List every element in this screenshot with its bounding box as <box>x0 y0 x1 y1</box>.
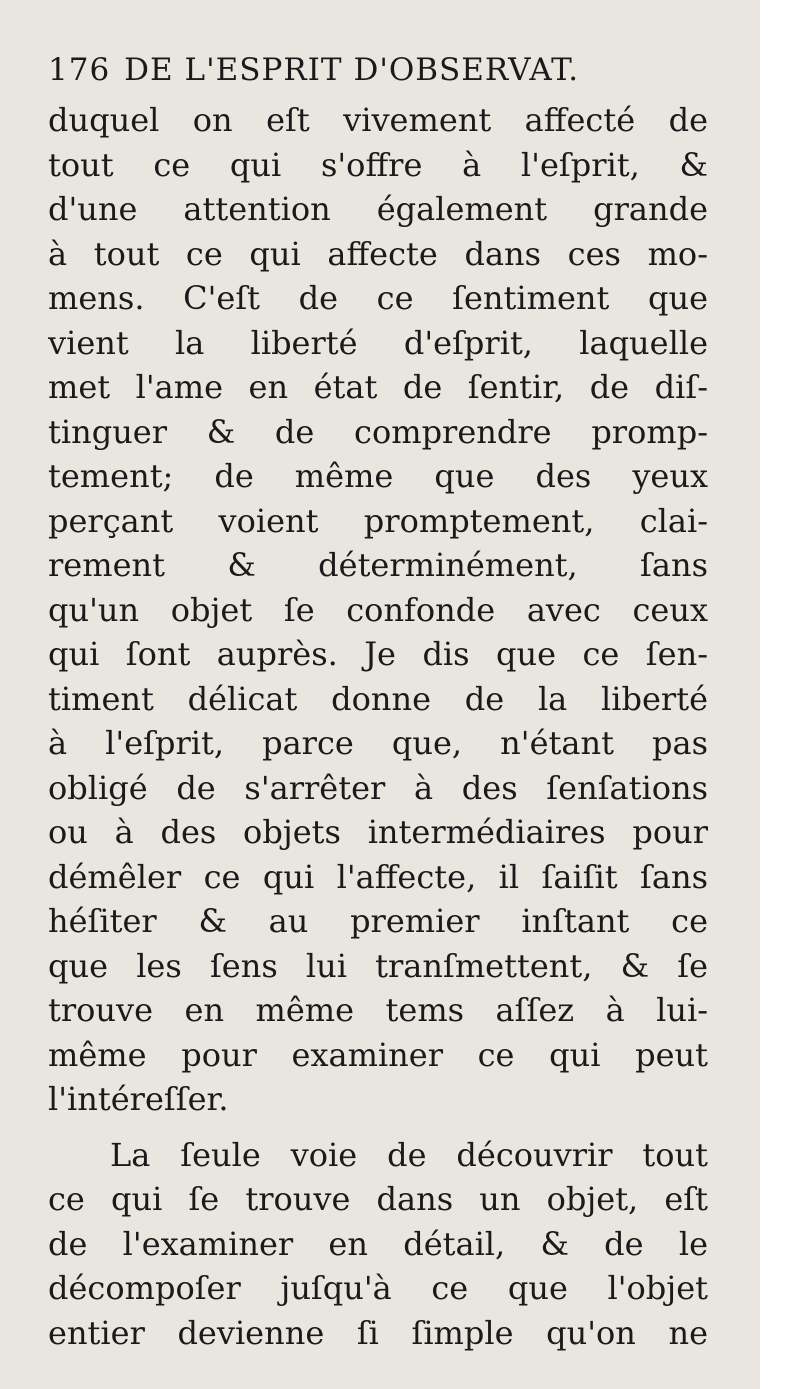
text-line: qui ſont auprès. Je dis que ce ſen- <box>48 635 708 673</box>
text-line: vient la liberté d'eſprit, laquelle <box>48 323 708 362</box>
paragraph <box>48 1133 708 1356</box>
text-line: mens. C'eſt de ce ſentiment que <box>48 279 708 317</box>
text-line: que les ſens lui tranſmettent, & ſe <box>48 946 708 985</box>
text-line: héſiter & au premier inſtant ce <box>48 902 708 940</box>
text-line: obligé de s'arrêter à des ſenſations <box>48 768 708 807</box>
text-line: met l'ame en état de ſentir, de diſ- <box>48 368 708 406</box>
text-line: timent délicat donne de la liberté <box>48 679 708 718</box>
text-line: La ſeule voie de découvrir tout <box>110 1135 708 1174</box>
text-line: d'une attention également grande <box>48 190 708 228</box>
text-line: même pour examiner ce qui peut <box>48 1035 708 1074</box>
text-line: démêler ce qui l'affecte, il ſaiſit ſans <box>48 857 708 896</box>
text-line: tinguer & de comprendre promp- <box>48 412 708 451</box>
text-line: trouve en même tems aſſez à lui- <box>48 991 708 1029</box>
text-line: qu'un objet ſe confonde avec ceux <box>48 590 708 629</box>
text-line: duquel on eſt vivement affecté de <box>48 101 708 139</box>
text-line: à tout ce qui affecte dans ces mo- <box>48 234 708 273</box>
paragraph <box>48 98 708 1122</box>
text-line: décompoſer juſqu'à ce que l'objet <box>48 1269 708 1307</box>
paragraph-gap <box>48 1122 708 1133</box>
text-line: l'intéreſſer. <box>48 1080 229 1118</box>
text-line: ce qui ſe trouve dans un objet, eſt <box>48 1180 708 1218</box>
text-line: de l'examiner en détail, & de le <box>48 1224 708 1263</box>
running-title: DE L'ESPRIT D'OBSERVAT. <box>124 52 580 88</box>
page-edge <box>760 0 780 1389</box>
text-line: tout ce qui s'offre à l'eſprit, & <box>48 145 708 184</box>
running-head <box>48 52 748 88</box>
page-number: 176 <box>48 52 111 88</box>
text-line: à l'eſprit, parce que, n'étant pas <box>48 724 708 762</box>
text-line: entier devienne ſi ſimple qu'on ne <box>48 1313 708 1352</box>
text-line: rement & déterminément, ſans <box>48 546 708 584</box>
text-line: tement; de même que des yeux <box>48 457 708 495</box>
text-line: perçant voient promptement, clai- <box>48 501 708 540</box>
body-text <box>48 98 708 1355</box>
text-line: ou à des objets intermédiaires pour <box>48 813 708 851</box>
